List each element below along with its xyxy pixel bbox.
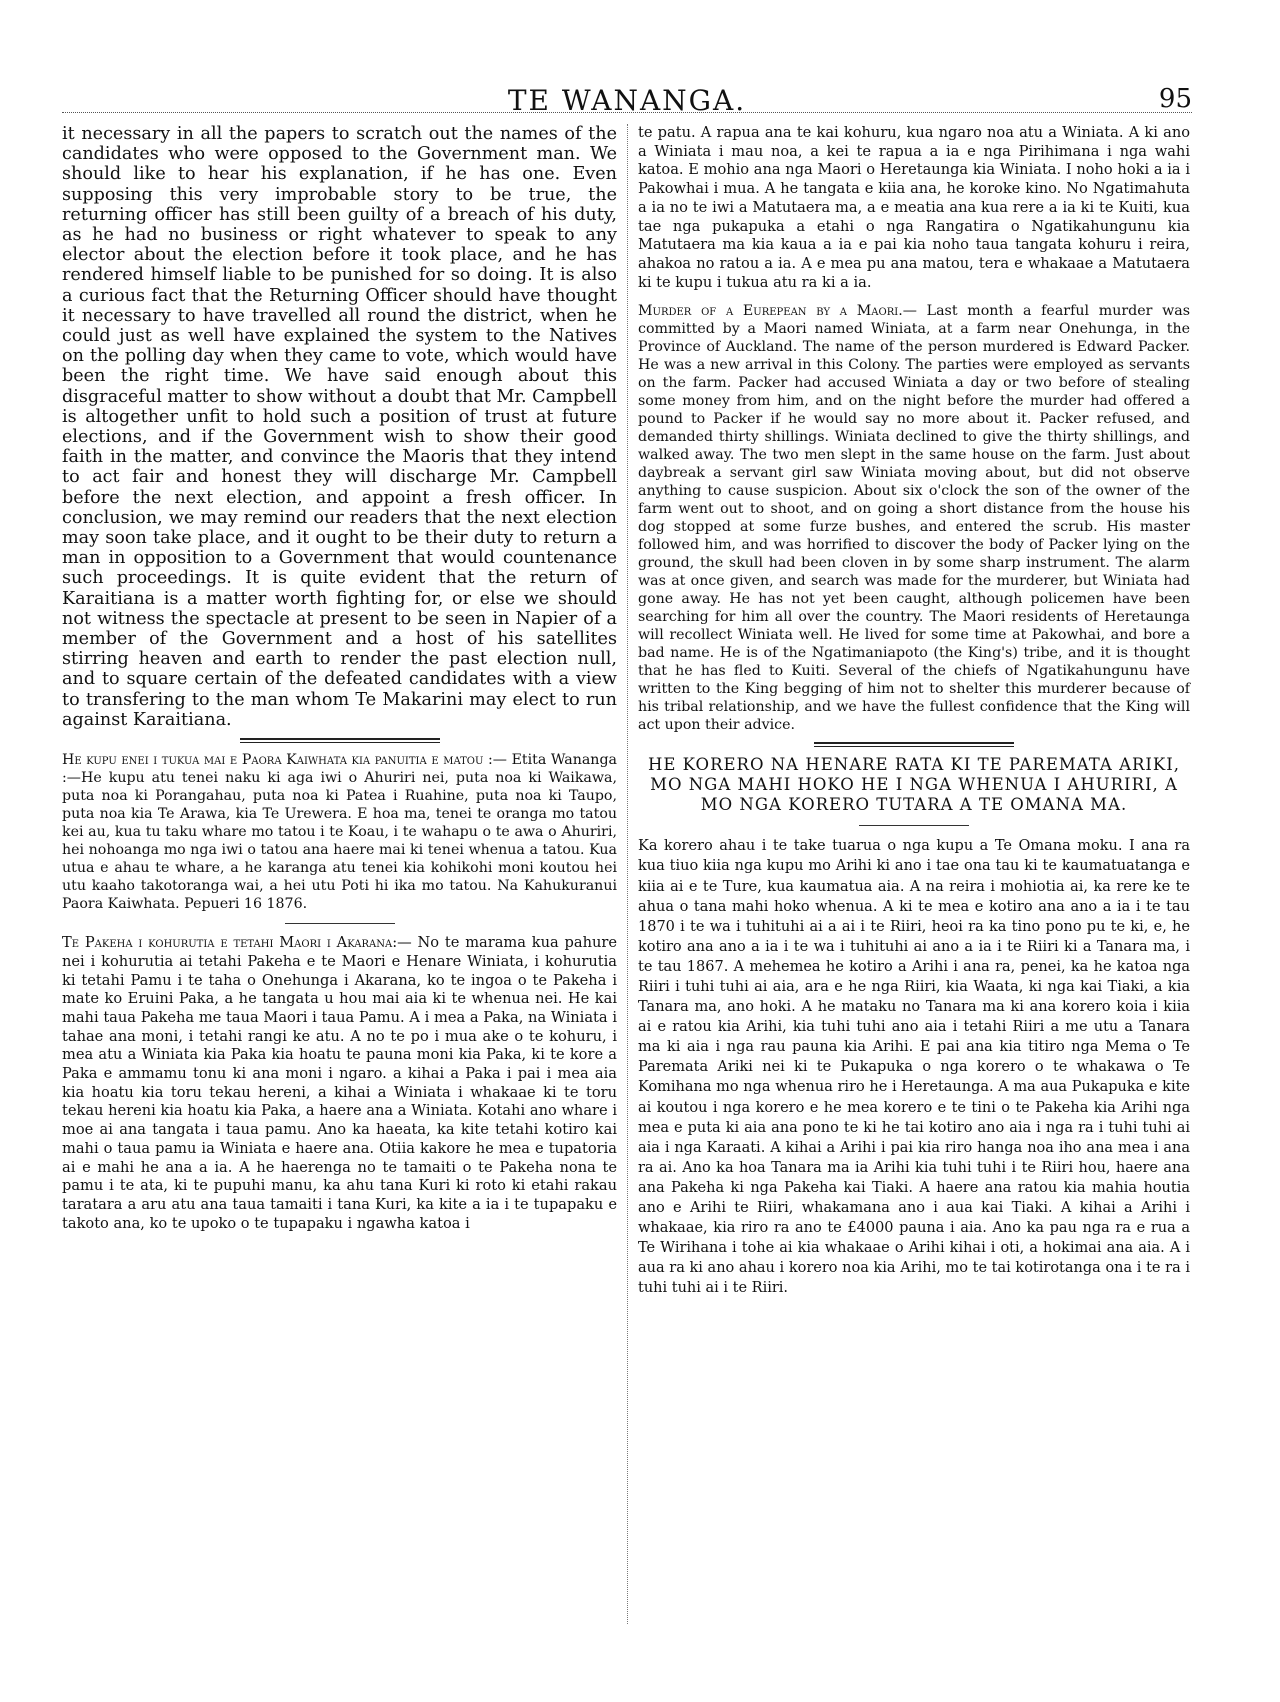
left-column	[62, 124, 617, 1233]
short-rule	[285, 923, 395, 924]
section-rule	[240, 738, 440, 743]
murder-heading-english: Murder of a Eurepean by a Maori.—	[638, 303, 917, 320]
murder-body-english: Last month a fearful murder was committed by a Maori named Winiata, at a farm near Onehunga, in the Province of Auckland. The name of the person murdered is Edward Packer. He was a new arrival in this Colony. The parties were employed as servants on the farm. Packer had accused Winiata a day or two before of stealing some money from him, and on the night before the murder had offered a pound to Packer if he would say no more about it. Packer refused, and demanded thirty shillings. Winiata declined to give the thirty shillings, and walked away. The two men slept in the same house on the farm. Just about daybreak a servant girl saw Winiata moving about, but did not observe anything to cause suspicion. About six o'clock the son of the owner of the farm went out to shoot, and on going a short distance from the house his dog stopped at some furze bushes, and entered the scrub. His master followed him, and was horrified to discover the body of Packer lying on the ground, the skull had been cloven in by some sharp instrument. The alarm was at once given, and search was made for the murderer, but Winiata had gone away. He has not yet been caught, although policemen have been searching for him all over the country. The Maori residents of Heretaunga will recollect Winiata well. He lived for some time at Pakowhai, and bore a bad name. He is of the Ngatimaniapoto (the King's) tribe, and it is thought that he has fled to Kuiti. Several of the chiefs of Ngatikahungunu have written to the King begging of him not to shelter this murderer because of his tribal relationship, and we have the fullest confidence that the King will act upon their advice.	[638, 303, 1191, 734]
letter-heading: He kupu enei i tukua mai e Paora Kaiwhata kia panuitia e matou :—	[62, 752, 507, 769]
murder-continued-maori: te patu. A rapua ana te kai kohuru, kua ngaro noa atu a Winiata. A ki ano a Winiata i mau noa, a kei te rapua a ia e nga Pirihimana i nga wahi katoa. E mohio ana nga Maori o Heretaunga kia Winiata. I noho hoki a ia i Pakowhai i mua. A he tangata e kiia ana, he koroke kino. No Ngatimahuta a ia no te iwi a Matutaera ma, a e meatia ana kua rere a ia ki te Kuiti, kua tae nga pukapuka a etahi o nga Rangatira o Ngatikahungunu kia Matutaera ma kia kaua a ia e pai kia noho taua tangata kohuru i reira, ahakoa no ratou a ia. A e mea pu ana matou, tera e whakaae a Matutaera ki te kupu i tukua atu ra ki a ia.	[638, 124, 1190, 291]
header-rule	[62, 112, 1192, 113]
right-column	[638, 124, 1190, 1298]
murder-body-maori: No te marama kua pahure nei i kohurutia ai tetahi Pakeha e te Maori e Henare Winiata, i kohurutia ki tetahi Pamu i te taha o Onehunga i Akarana, ko te ingoa o te Pakeha i mate ko Eruini Paka, a he tangata u hou mai aia ki te whenua nei. He kai mahi taua Pakeha me taua Maori i taua Pamu. A i mea a Paka, na Winiata i tahae ana moni, i tetahi rangi ke atu. A no te po i mua ake o te kohuru, i mea atu a Winiata kia Paka kia hoatu te pauna moni kia Paka, ki te kore a Paka e ammamu tonu ki ana moni i ngaro. a kihai a Paka i pai i mea aia kia hoatu kia toru tekau hereni, a kihai a Winiata i whakaae ki te toru tekau hereni kia hoatu kia Paka, a haere ana a Winiata. Kotahi ano whare i moe ai ana tangata i taua pamu. Ano ka haeata, ka kite tetahi kotiro kai mahi o taua pamu ia Winiata e haere ana. Otiia kakore he mea e tupatoria ai e mahi he ana a ia. A he haerenga no te tamaiti o te Pakeha nona te pamu i te ata, ki te pupuhi manu, ka ahu tana Kuri ki roto ki etahi rakau taratara a aru atu ana taua tamaiti i tana Kuri, ka kite a ia i te tupapaku e takoto ana, ko te upoko o te tupapaku i ngawha katoa i	[62, 934, 617, 1232]
short-rule	[859, 825, 969, 826]
section-rule	[814, 742, 1014, 747]
murder-heading-maori: Te Pakeha i kohurutia e tetahi Maori i Akarana:—	[62, 934, 412, 952]
column-divider	[627, 124, 628, 1624]
letter-article	[62, 751, 617, 913]
speech-body: Ka korero ahau i te take tuarua o nga kupu a Te Omana moku. I ana ra kua tiuo kiia nga kupu mo Arihi ki ano i tae ona tau ki te kaumatuatanga e kiia ai e te Ture, kua kaumatua aia. A na reira i mohiotia ai, ka rere ke te ahua o tana mahi hoko whenua. A ki te mea e kotiro ana ano a ia i te tau 1870 i te wa i tuhituhi ai a ai i te Riiri, heoi ra ka tino pono pu te ki, e, he kotiro ana ano a ia i te wa i tuhituhi ai ano a ia i te Riiri ki a Tanara ma, i te tau 1867. A mehemea he kotiro a Arihi i ana ra, penei, ka he katoa nga Riiri i tuhi tuhi ai aia, ara e he nga Riiri, kia Waata, ki nga kai Tiaki, a kia Tanara ma, ano hoki. A he mataku no Tanara ma ki ana korero koia i kiia ai e ratou kia Arihi, kia tuhi tuhi ano aia i tetahi Riiri a me utu a Tanara ma ki aia i nga rau pauna kia Arihi. E pai ana kia titiro nga Mema o Te Paremata Ariki nei ki te Pukapuka o nga korero o te whakawa o Te Komihana mo nga whenua riro he i Heretaunga. A ma aua Pukapuka e kite ai koutou i nga korero e he mea korero e te tini o te Pakeha kia Arihi nga mea e puta ki aia ana pono te ki he tai kotiro ano aia i nga ra i tuhi tuhi ai aia i nga Karaati. A kihai a Arihi i pai kia riro hanga noa iho ana mea i ana ra ai. Ano ka hoa Tanara ma ia Arihi kia tuhi tuhi i te Riiri hou, haere ana ana Pakeha ki nga Pakeha kai Tiaki. A haere ana ratou kia mahia houtia ano e Arihi te Riiri, whakamana ano i aua kai Tiaki. A kihai a Arihi i whakaae, kia riro ra ano te £4000 pauna i aia. Ano ka pau nga ra e rua a Te Wirihana i tohe ai kia whakaae o Arihi kihai i oti, a hokimai ana aia. A i aua ra ki ano ahau i korero noa kia Arihi, mo te tai kotirotanga ona i te ra i tuhi tuhi ai i te Riiri.	[638, 838, 1190, 1297]
murder-article-english	[638, 302, 1190, 734]
election-article: it necessary in all the papers to scratch out the names of the candidates who were opposed to the Government man. We should like to hear his explanation, if he has one. Even supposing this very improbable story to be true, the returning officer has still been guilty of a breach of his duty, as he had no business or right whatever to speak to any elector about the election before it took place, and he has rendered himself liable to be punished for so doing. It is also a curious fact that the Returning Officer should have thought it necessary to have travelled all round the district, when he could just as well have explained the system to the Natives on the polling day when they came to vote, which would have been the right time. We have said enough about this disgraceful matter to show without a doubt that Mr. Campbell is altogether unfit to hold such a position of trust at future elections, and if the Government wish to show their good faith in the matter, and convince the Maoris that they intend to act fair and honest they will discharge Mr. Campbell before the next election, and appoint a fresh officer. In conclusion, we may remind our readers that the next election may soon take place, and it ought to be their duty to return a man in opposition to a Government that would countenance such proceedings. It is quite evident that the return of Karaitiana is a matter worth fighting for, or else we should not witness the spectacle at present to be seen in Napier of a member of the Government and a host of his satellites stirring heaven and earth to render the past election null, and to square certain of the defeated candidates with a view to transfering to the man whom Te Makarini may elect to run against Karaitiana.	[62, 124, 617, 730]
letter-body: Etita Wananga :—He kupu atu tenei naku ki aga iwi o Ahuriri nei, puta noa ki Waikawa, puta noa ki Porangahau, puta noa ki Patea i Ruahine, puta noa ki Taupo, puta noa kia Te Arawa, kia Te Urewera. E hoa ma, tenei te oranga mo tatou kei au, kua tu taku whare mo tatou i te Koau, i te wahapu o te awa o Ahuriri, hei nohoanga mo nga iwi o tatou ana haere mai ki tenei whenua a tatou. Kua utua e ahau te whare, a he karanga atu tenei kia kohikohi moni koutou hei utu kaaho takotoranga wai, a hei utu Poti hi ika mo tatou. Na Kahukuranui Paora Kaiwhata. Pepueri 16 1876.	[62, 752, 617, 913]
newspaper-title: TE WANANGA.	[507, 84, 747, 117]
speech-heading: HE KORERO NA HENARE RATA KI TE PAREMATA ARIKI, MO NGA MAHI HOKO HE I NGA WHENUA I AHURIRI, A MO NGA KORERO TUTARA A TE OMANA MA.	[647, 755, 1181, 815]
murder-article-maori	[62, 934, 617, 1233]
page-number: 95	[1158, 84, 1192, 114]
